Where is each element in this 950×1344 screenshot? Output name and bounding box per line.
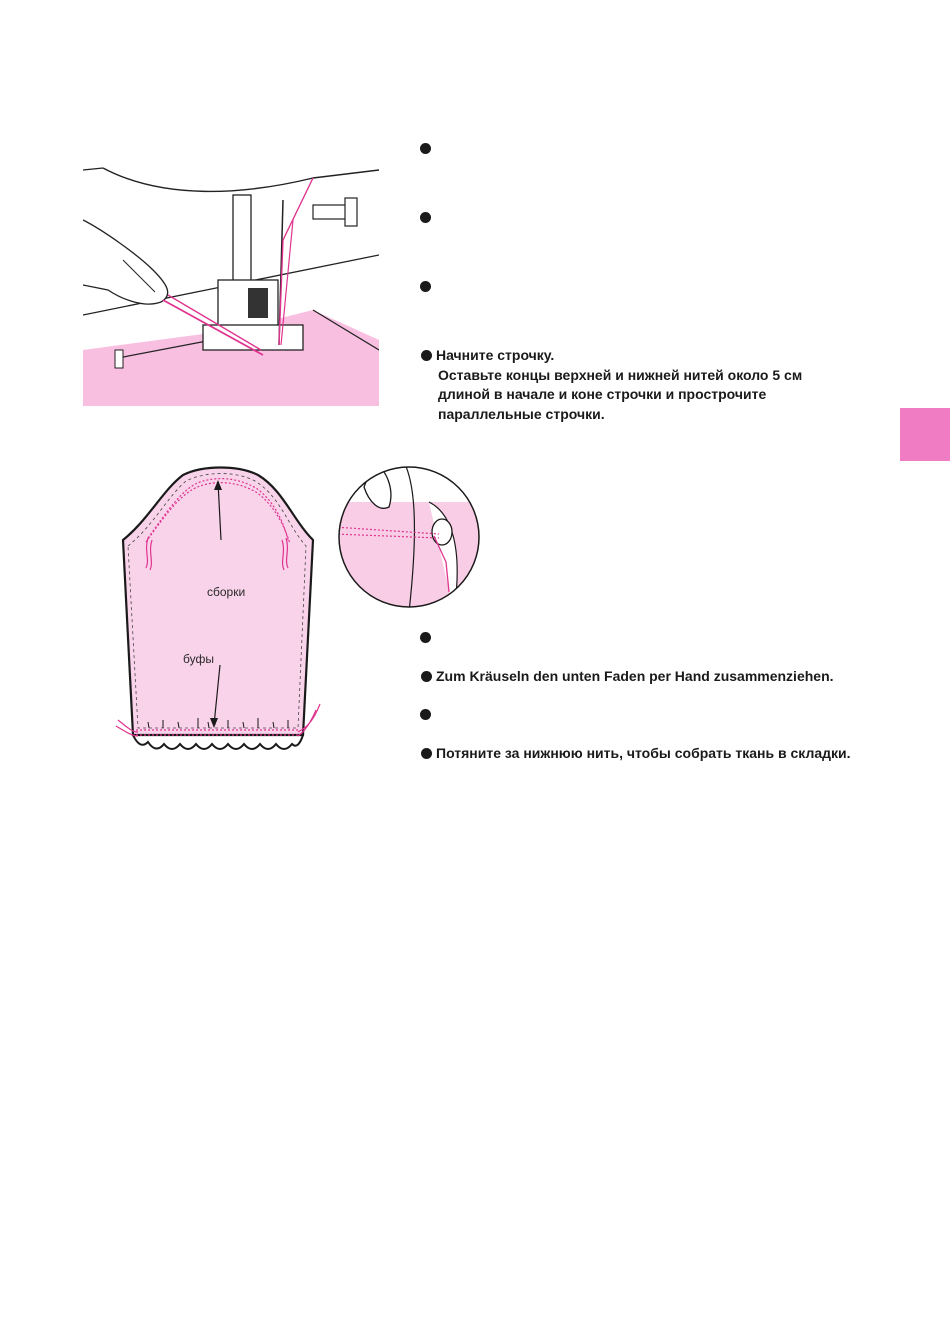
bullet-1	[420, 143, 431, 154]
sewing-machine-drawing	[83, 160, 379, 406]
step-title: Начните строчку.	[436, 347, 555, 363]
sleeve-illustration	[108, 460, 328, 770]
hand-pull-drawing	[334, 462, 484, 612]
bullet-7	[420, 709, 431, 720]
step-line-2: длиной в начале и коне строчки и прострочите	[438, 386, 767, 402]
bullet-5	[420, 632, 431, 643]
step-line-3: параллельные строчки.	[438, 406, 605, 422]
label-gathers: сборки	[207, 585, 246, 599]
label-puffs: буфы	[183, 652, 214, 666]
sleeve-drawing	[108, 460, 328, 770]
section-tab	[900, 408, 950, 461]
bullet-6	[421, 671, 432, 682]
hand-pull-illustration	[334, 462, 484, 612]
sewing-machine-illustration	[83, 160, 379, 406]
russian-instruction: Потяните за нижнюю нить, чтобы собрать ткань в складки.	[436, 745, 851, 761]
bullet-3	[420, 281, 431, 292]
bullet-4	[421, 350, 432, 361]
bullet-2	[420, 212, 431, 223]
step-line-1: Оставьте концы верхней и нижней нитей около 5 см	[438, 367, 803, 383]
german-instruction: Zum Kräuseln den unten Faden per Hand zusammenziehen.	[436, 668, 834, 684]
bullet-8	[421, 748, 432, 759]
